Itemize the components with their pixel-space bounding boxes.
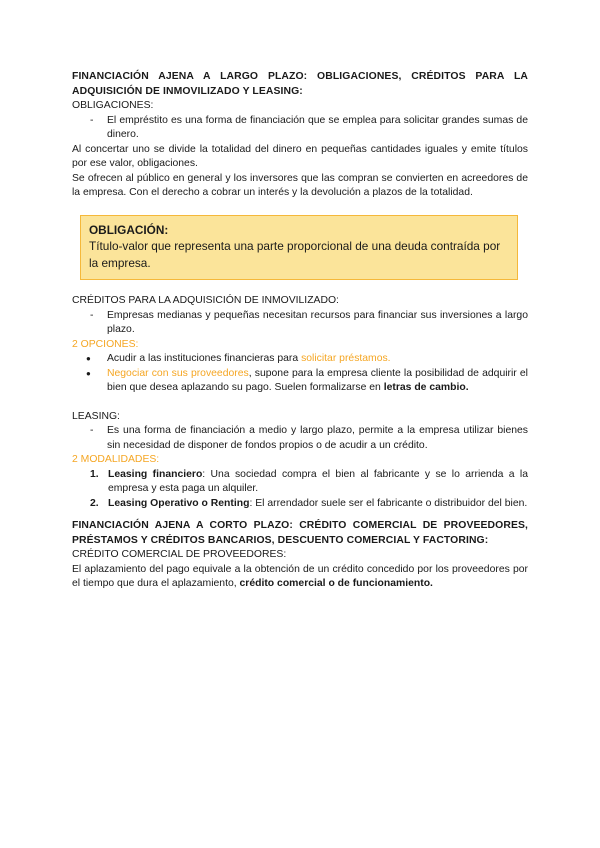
document-page (72, 70, 528, 592)
dash-item (90, 424, 528, 453)
paragraph (72, 563, 528, 592)
bullet-text-part: Acudir a las instituciones financieras para (107, 353, 302, 364)
section-heading-long-term: FINANCIACIÓN AJENA A LARGO PLAZO: OBLIGACIONES, CRÉDITOS PARA LA ADQUISICIÓN DE INMOVILIZADO Y LEASING: (72, 71, 528, 97)
numbered-text-part: : El arrendador suele ser el fabricante o distribuidor del bien. (249, 497, 528, 509)
paragraph: Al concertar uno se divide la totalidad del dinero en pequeñas cantidades iguales y emite títulos por ese valor, obligaciones. (72, 143, 528, 169)
item-number: 2. (90, 497, 99, 509)
numbered-text (108, 468, 528, 497)
item-number: 1. (90, 468, 99, 480)
highlight-text: solicitar préstamos. (301, 353, 391, 364)
dash-text: El empréstito es una forma de financiación que se emplea para solicitar grandes sumas de dinero. (107, 114, 528, 140)
bullet-text-part: , supone para la empresa cliente la posibilidad de adquirir el bien que desea aplazando su pago. Suelen formalizarse en (107, 367, 528, 393)
bold-text: letras de cambio. (383, 382, 469, 393)
bullet-marker: ● (86, 354, 91, 363)
bullet-marker: ● (86, 368, 91, 378)
paragraph: Se ofrecen al público en general y los inversores que las compran se convierten en acreedores de la empresa. Con el derecho a cobrar un interés y la devolución a plazos de la totalidad. (72, 172, 528, 198)
paragraph-part: El aplazamiento del pago equivale a la obtención de un crédito concedido por los proveedores por el tiempo que dura el aplazamiento, (72, 563, 528, 589)
bullet-item (86, 367, 528, 396)
definition-box (80, 215, 518, 281)
subheading-leasing: LEASING: (72, 410, 120, 422)
dash-text: Empresas medianas y pequeñas necesitan recursos para financiar sus inversiones a largo plazo. (107, 309, 528, 335)
bullet-text (107, 367, 528, 396)
options-label: 2 OPCIONES: (72, 338, 139, 350)
definition-text: Título-valor que representa una parte proporcional de una deuda contraída por la empresa. (89, 239, 501, 270)
subheading-credito-comercial: CRÉDITO COMERCIAL DE PROVEEDORES: (72, 549, 287, 560)
bullet-text (107, 352, 528, 367)
subheading-obligaciones: OBLIGACIONES: (72, 100, 154, 111)
dash-text: Es una forma de financiación a medio y largo plazo, permite a la empresa utilizar bienes sin necesidad de disponer de fondos propios o de acudir a un crédito. (107, 425, 528, 451)
definition-title: OBLIGACIÓN: (89, 222, 169, 237)
dash-item (90, 114, 528, 143)
numbered-text (108, 497, 528, 512)
bold-text: Leasing financiero (108, 468, 203, 480)
section-heading-short-term: FINANCIACIÓN AJENA A CORTO PLAZO: CRÉDITO COMERCIAL DE PROVEEDORES, PRÉSTAMOS Y CRÉDITOS BANCARIOS, DESCUENTO COMERCIAL Y FACTORING: (72, 520, 528, 546)
numbered-text-part: : Una sociedad compra el bien al fabricante y se lo arrienda a la empresa y esta paga un alquiler. (108, 468, 528, 494)
bullet-item (86, 352, 528, 367)
bold-text: Leasing Operativo o Renting (108, 497, 250, 509)
bold-text: crédito comercial o de funcionamiento. (239, 578, 433, 589)
numbered-item (90, 468, 528, 497)
modalities-label: 2 MODALIDADES: (72, 454, 160, 465)
dash-marker: - (90, 425, 94, 436)
dash-item (90, 309, 528, 338)
numbered-item (90, 497, 528, 512)
highlight-text: Negociar con sus proveedores (107, 367, 249, 379)
dash-marker: - (90, 309, 94, 321)
subheading-creditos: CRÉDITOS PARA LA ADQUISICIÓN DE INMOVILIZADO: (72, 295, 339, 306)
dash-marker: - (90, 114, 94, 126)
